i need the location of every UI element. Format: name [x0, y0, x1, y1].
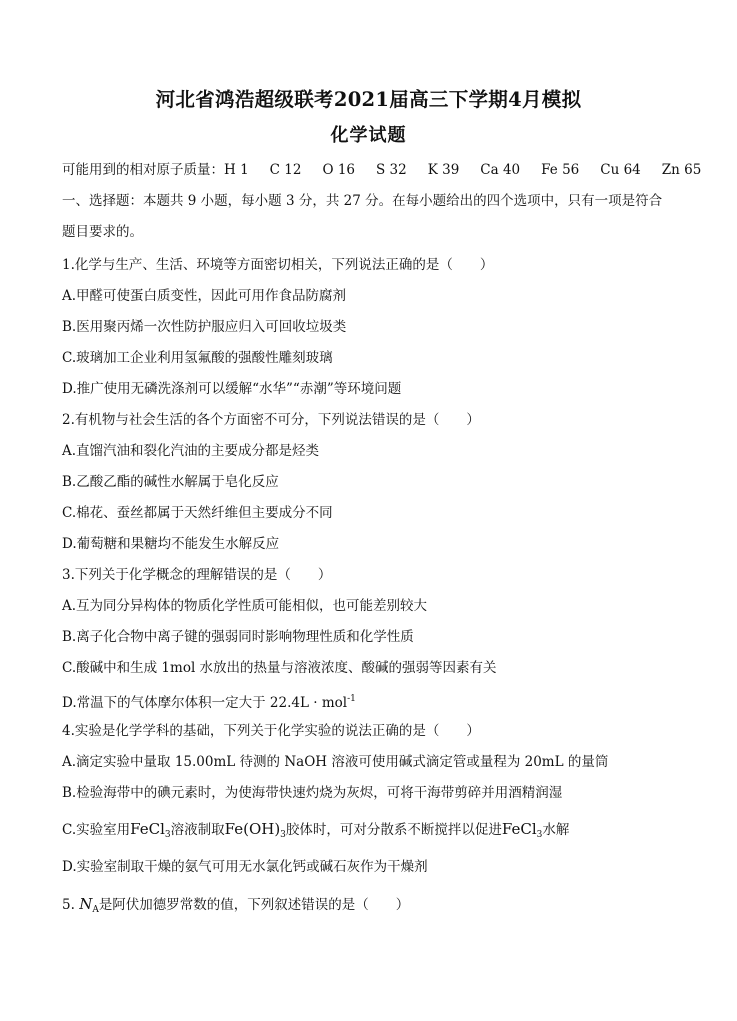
- question-2-option-b: B.乙酸乙酯的碱性水解属于皂化反应: [62, 474, 279, 490]
- unit-exponent: -1: [347, 694, 356, 704]
- mass-item: H 1: [224, 162, 249, 178]
- mass-item: Fe 56: [541, 162, 580, 178]
- section-instructions-cont: 题目要求的。: [62, 224, 143, 240]
- question-2-option-a: A.直馏汽油和裂化汽油的主要成分都是烃类: [62, 443, 320, 459]
- mass-item: Ca 40: [480, 162, 521, 178]
- formula-feoh3-base: Fe(OH): [224, 820, 281, 838]
- formula-fecl3-base: FeCl: [130, 820, 165, 838]
- question-4-option-c: [62, 820, 569, 844]
- section-instructions: 一、选择题：本题共 9 小题，每小题 3 分，共 27 分。在每小题给出的四个选项中，只有一项是符合: [62, 193, 663, 209]
- question-1-option-d: D.推广使用无磷洗涤剂可以缓解“水华”“赤潮”等环境问题: [62, 381, 402, 397]
- question-4-option-d: D.实验室制取干燥的氨气可用无水氯化钙或碱石灰作为干燥剂: [62, 859, 428, 875]
- question-2-stem: 2.有机物与社会生活的各个方面密不可分，下列说法错误的是（ ）: [62, 412, 480, 428]
- mass-item: K 39: [427, 162, 460, 178]
- question-1-option-b: B.医用聚丙烯一次性防护服应归入可回收垃圾类: [62, 319, 347, 335]
- question-3-option-d: [62, 690, 356, 712]
- mass-item: S 32: [376, 162, 407, 178]
- mass-item: Cu 64: [600, 162, 641, 178]
- formula-fecl3: [502, 820, 542, 838]
- exam-title: 河北省鸿浩超级联考2021届高三下学期4月模拟: [155, 88, 582, 111]
- option-c-text: C.实验室用: [62, 822, 131, 838]
- formula-fecl3-sub: 3: [164, 830, 171, 840]
- formula-fecl3-sub: 3: [536, 830, 543, 840]
- mass-item: C 12: [269, 162, 302, 178]
- option-c-text: 溶液制取: [170, 822, 225, 838]
- option-c-text: 胶体时，可对分散系不断搅拌以促进: [285, 822, 502, 838]
- question-2-option-d: D.葡萄糖和果糖均不能发生水解反应: [62, 536, 280, 552]
- question-2-option-c: C.棉花、蚕丝都属于天然纤维但主要成分不同: [62, 505, 333, 521]
- question-3-option-c: C.酸碱中和生成 1mol 水放出的热量与溶液浓度、酸碱的强弱等因素有关: [62, 660, 497, 676]
- question-1-option-c: C.玻璃加工企业利用氢氟酸的强酸性雕刻玻璃: [62, 350, 333, 366]
- mass-item: O 16: [322, 162, 356, 178]
- question-5-number: 5.: [62, 897, 75, 913]
- formula-feoh3: [225, 820, 286, 838]
- question-4-option-b: B.检验海带中的碘元素时，为使海带快速灼烧为灰烬，可将干海带剪碎并用酒精润湿: [62, 785, 563, 801]
- formula-fecl3-base: FeCl: [501, 820, 537, 838]
- question-1-stem: 1.化学与生产、生活、环境等方面密切相关，下列说法正确的是（ ）: [62, 257, 494, 273]
- question-3-option-d-text: D.常温下的气体摩尔体积一定大于 22.4L · mol: [62, 695, 348, 711]
- atomic-masses-label: 可能用到的相对原子质量：: [62, 162, 224, 178]
- avogadro-symbol-base: N: [79, 895, 93, 913]
- formula-fecl3: [130, 820, 170, 838]
- question-4-stem: 4.实验是化学学科的基础，下列关于化学实验的说法正确的是（ ）: [62, 723, 480, 739]
- mass-item: Zn 65: [661, 162, 702, 178]
- formula-feoh3-sub: 3: [280, 830, 286, 840]
- exam-subtitle: 化学试题: [330, 125, 407, 146]
- option-c-text: 水解: [542, 822, 570, 838]
- avogadro-symbol-sub: A: [92, 905, 99, 915]
- question-5-stem: [62, 895, 409, 919]
- question-5-text: 是阿伏加德罗常数的值，下列叙述错误的是（ ）: [98, 897, 410, 913]
- question-3-stem: 3.下列关于化学概念的理解错误的是（ ）: [62, 567, 332, 583]
- question-3-option-b: B.离子化合物中离子键的强弱同时影响物理性质和化学性质: [62, 629, 414, 645]
- question-3-option-a: A.互为同分异构体的物质化学性质可能相似，也可能差别较大: [62, 598, 428, 614]
- avogadro-symbol: [79, 895, 99, 913]
- question-1-option-a: A.甲醛可使蛋白质变性，因此可用作食品防腐剂: [62, 288, 347, 304]
- atomic-masses-line: [62, 161, 701, 179]
- question-4-option-a: A.滴定实验中量取 15.00mL 待测的 NaOH 溶液可使用碱式滴定管或量程为 20mL 的量筒: [62, 754, 609, 770]
